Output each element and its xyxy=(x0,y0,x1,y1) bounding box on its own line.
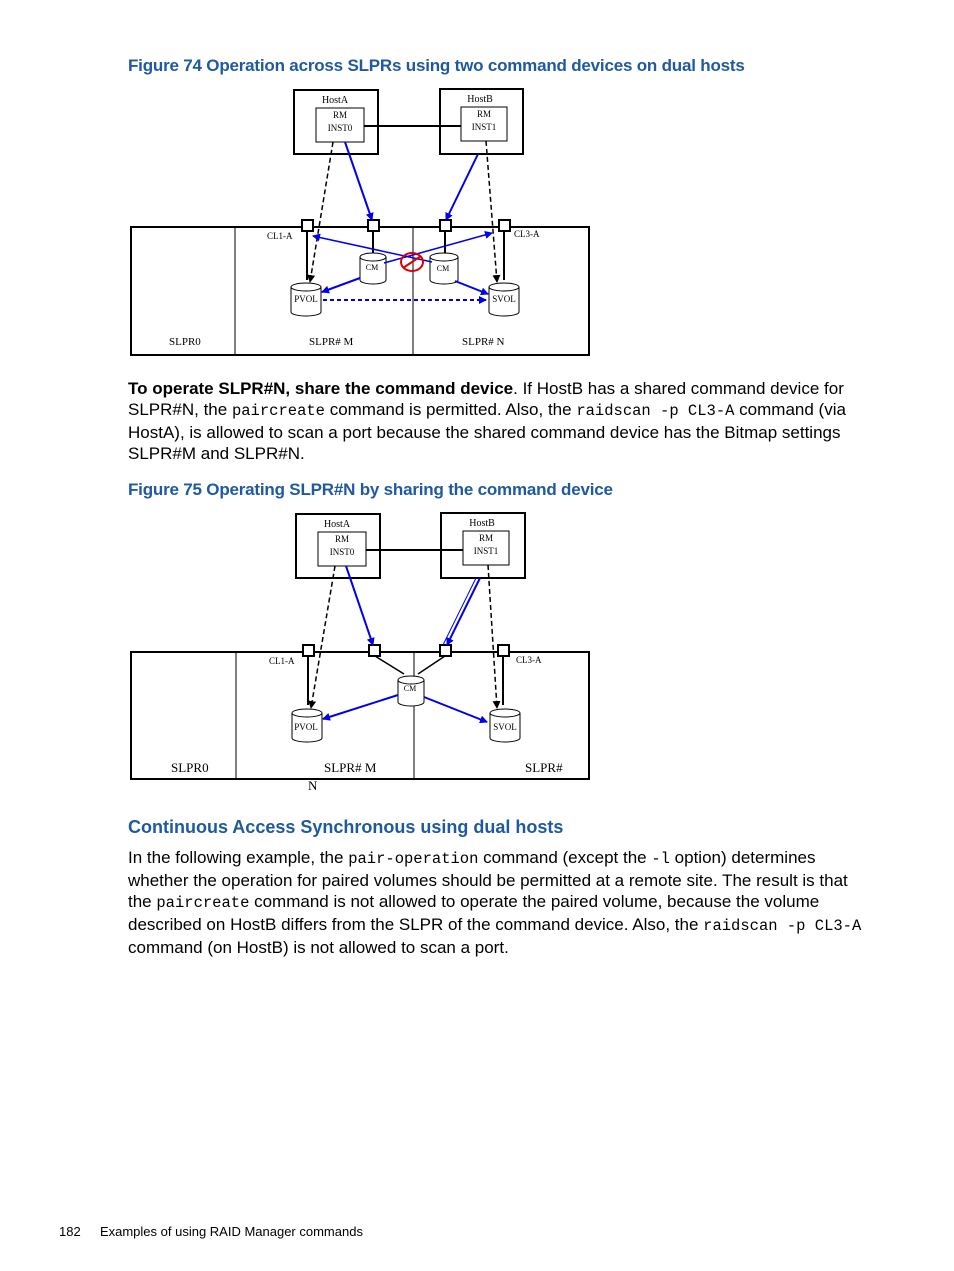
cm-label: CM xyxy=(403,684,417,693)
paragraph-text: In the following example, the xyxy=(128,848,349,867)
host-a-inst: INST0 xyxy=(327,123,353,133)
cm-left-label: CM xyxy=(365,263,379,272)
page-footer xyxy=(59,1224,363,1239)
port-cl3a-label: CL3-A xyxy=(516,655,542,665)
svol-cylinder xyxy=(489,283,519,316)
port-cm-left xyxy=(369,645,380,656)
host-b-rm: RM xyxy=(478,533,494,543)
zone-slpr-m-label: SLPR# M xyxy=(324,760,377,775)
page-number: 182 xyxy=(59,1224,81,1239)
paragraph-dual-hosts xyxy=(128,847,868,958)
inline-code: -l xyxy=(651,850,670,868)
paragraph-text: command (except the xyxy=(478,848,652,867)
inline-code: paircreate xyxy=(156,894,250,912)
port-cl3a-label: CL3-A xyxy=(514,229,540,239)
inline-code: raidscan -p CL3-A xyxy=(576,402,735,420)
host-a-rm: RM xyxy=(332,110,348,120)
host-b-box xyxy=(440,89,523,154)
figure-75-caption: Figure 75 Operating SLPR#N by sharing the command device xyxy=(128,480,613,499)
cm-shared-cylinder xyxy=(398,676,424,706)
pvol-cylinder xyxy=(292,709,322,742)
pvol-label: PVOL xyxy=(294,722,318,732)
paragraph-lead: To operate SLPR#N, share the command device xyxy=(128,379,514,398)
port-cl3a xyxy=(499,220,510,231)
paragraph-text: . If HostB has a shared command device for SLPR#N, the xyxy=(128,379,844,419)
zone-slpr0-label: SLPR0 xyxy=(169,336,201,348)
paragraph-text: command is not allowed to operate the paired volume, because the volume described on HostB differs from the SLPR of the command device. Also, the xyxy=(128,892,820,934)
zone-slpr-n-suffix: N xyxy=(308,778,318,793)
cm-left-cylinder xyxy=(360,253,386,284)
host-b-box xyxy=(441,513,525,578)
zone-slpr0-label: SLPR0 xyxy=(171,760,209,775)
pvol-label: PVOL xyxy=(294,294,318,304)
inline-code: paircreate xyxy=(231,402,325,420)
inline-code: pair-operation xyxy=(348,850,479,868)
port-cl1a xyxy=(303,645,314,656)
figure-74-diagram xyxy=(0,0,954,370)
host-b-title: HostB xyxy=(467,94,493,105)
host-a-title: HostA xyxy=(321,95,349,106)
cm-right-cylinder xyxy=(430,253,458,284)
port-cm-right xyxy=(440,220,451,231)
zone-slpr-n-label: SLPR# N xyxy=(462,336,505,348)
host-a-box xyxy=(294,90,378,154)
pvol-cylinder xyxy=(291,283,321,316)
svol-label: SVOL xyxy=(492,294,516,304)
paragraph-text: option) determines whether the operation for paired volumes should be permitted at a remote site. The result is that the xyxy=(128,848,848,911)
port-cm-left xyxy=(368,220,379,231)
paragraph-shared-command-device xyxy=(128,378,868,464)
svol-cylinder xyxy=(490,709,520,742)
inline-code: raidscan -p CL3-A xyxy=(703,917,862,935)
port-cl3a xyxy=(498,645,509,656)
figure-74-caption: Figure 74 Operation across SLPRs using two command devices on dual hosts xyxy=(128,56,745,75)
port-cl1a xyxy=(302,220,313,231)
zone-slpr-m-label: SLPR# M xyxy=(309,336,354,348)
cm-right-label: CM xyxy=(436,264,450,273)
paragraph-text: command is permitted. Also, the xyxy=(324,400,577,419)
port-cl1a-label: CL1-A xyxy=(267,231,293,241)
figure-75-diagram xyxy=(0,500,954,800)
host-a-inst: INST0 xyxy=(329,547,355,557)
footer-title: Examples of using RAID Manager commands xyxy=(99,1224,363,1239)
zone-slpr-n-label: SLPR# xyxy=(525,760,563,775)
host-b-rm: RM xyxy=(476,109,492,119)
svol-label: SVOL xyxy=(493,722,517,732)
host-a-title: HostA xyxy=(323,519,351,530)
host-b-title: HostB xyxy=(469,518,495,529)
paragraph-text: command (via HostA), is allowed to scan a port because the shared command device has the Bitmap settings SLPR#M and SLPR#N. xyxy=(128,400,846,463)
host-b-inst: INST1 xyxy=(473,546,499,556)
host-a-rm: RM xyxy=(334,534,350,544)
section-heading: Continuous Access Synchronous using dual hosts xyxy=(128,817,564,837)
port-cm-right xyxy=(440,645,451,656)
host-a-box xyxy=(296,514,380,578)
paragraph-text: command (on HostB) is not allowed to scan a port. xyxy=(128,938,509,957)
host-b-inst: INST1 xyxy=(471,122,497,132)
port-cl1a-label: CL1-A xyxy=(269,656,295,666)
